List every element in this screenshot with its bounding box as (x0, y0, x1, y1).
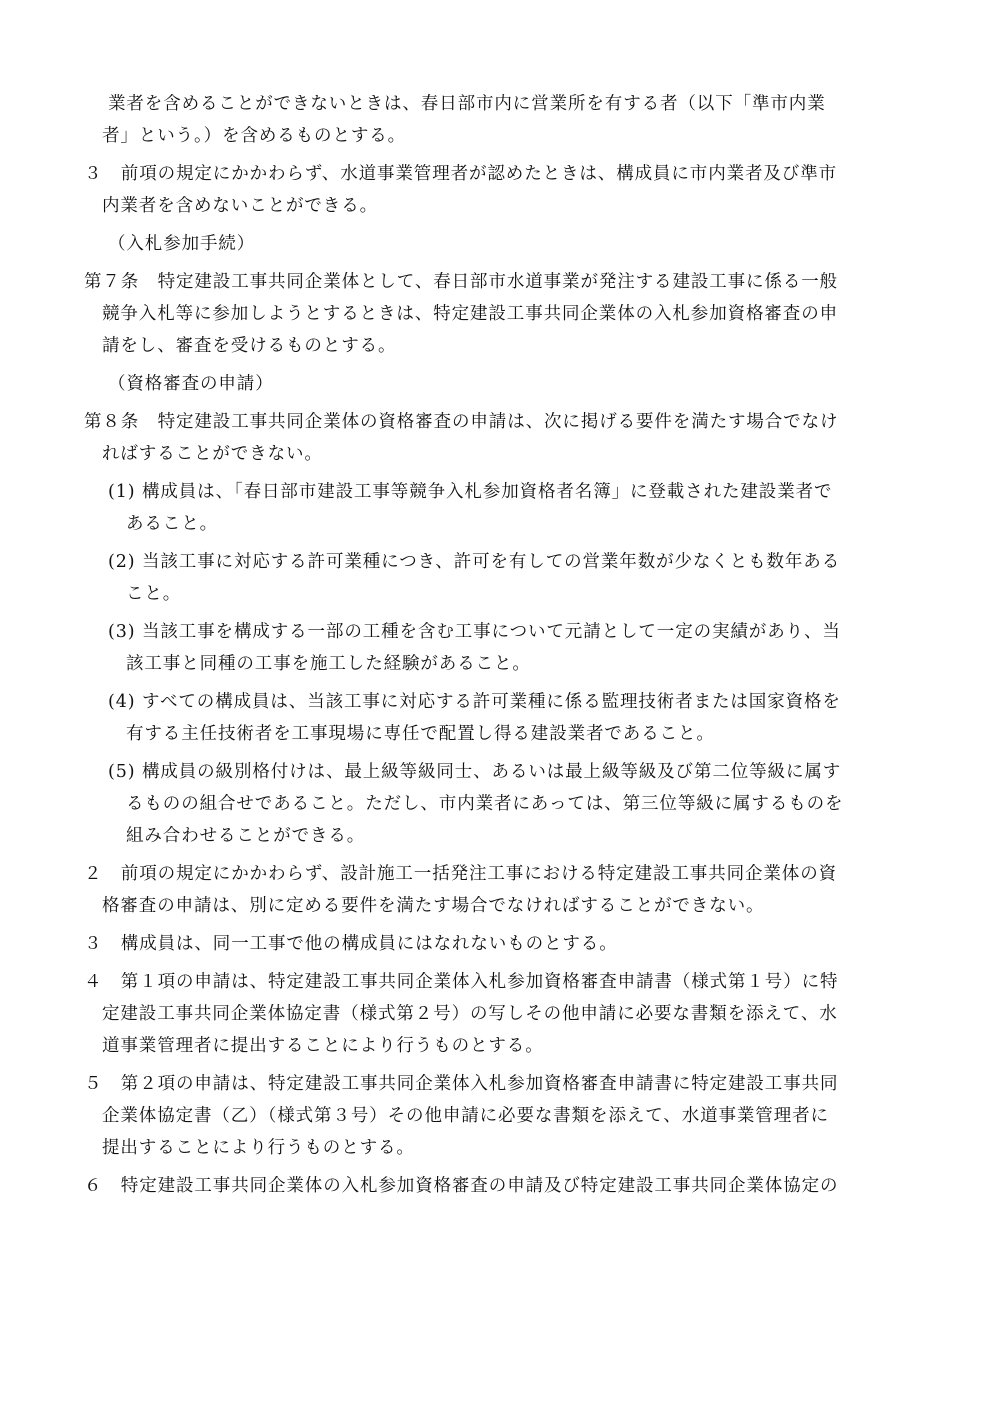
paragraph (84, 756, 916, 852)
paragraph (84, 406, 916, 470)
paragraph (84, 228, 916, 260)
text-line: ２ 前項の規定にかかわらず、設計施工一括発注工事における特定建設工事共同企業体の資 (84, 864, 837, 884)
paragraph (84, 368, 916, 400)
text-line: るものの組合せであること。ただし、市内業者にあっては、第三位等級に属するものを (126, 794, 844, 814)
paragraph (84, 686, 916, 750)
text-line: あること。 (126, 514, 218, 534)
text-line: 定建設工事共同企業体協定書（様式第２号）の写しその他申請に必要な書類を添えて、水 (102, 1004, 838, 1024)
paragraph (84, 88, 916, 152)
text-line: 組み合わせることができる。 (126, 826, 366, 846)
text-line: 競争入札等に参加しようとするときは、特定建設工事共同企業体の入札参加資格審査の申 (102, 304, 838, 324)
text-line: ３ 前項の規定にかかわらず、水道事業管理者が認めたときは、構成員に市内業者及び準市 (84, 164, 837, 184)
text-line: 格審査の申請は、別に定める要件を満たす場合でなければすることができない。 (102, 896, 765, 916)
text-line: ６ 特定建設工事共同企業体の入札参加資格審査の申請及び特定建設工事共同企業体協定の (84, 1176, 839, 1196)
paragraph (84, 158, 916, 222)
text-line: (4) すべての構成員は、当該工事に対応する許可業種に係る監理技術者または国家資格を (108, 692, 841, 712)
text-line: ４ 第１項の申請は、特定建設工事共同企業体入札参加資格審査申請書（様式第１号）に特 (84, 972, 839, 992)
text-line: 企業体協定書（乙）（様式第３号）その他申請に必要な書類を添えて、水道事業管理者に (102, 1106, 829, 1126)
text-line: 該工事と同種の工事を施工した経験があること。 (126, 654, 531, 674)
text-line: こと。 (126, 584, 182, 604)
paragraph (84, 546, 916, 610)
text-line: 者」という。）を含めるものとする。 (102, 126, 407, 146)
text-line: 有する主任技術者を工事現場に専任で配置し得る建設業者であること。 (126, 724, 715, 744)
text-line: ３ 構成員は、同一工事で他の構成員にはなれないものとする。 (84, 934, 618, 954)
paragraph (84, 928, 916, 960)
paragraph (84, 966, 916, 1062)
text-line: 業者を含めることができないときは、春日部市内に営業所を有する者（以下「準市内業 (108, 94, 826, 114)
document-body (84, 88, 916, 1208)
text-line: (2) 当該工事に対応する許可業種につき、許可を有しての営業年数が少なくとも数年ある (108, 552, 841, 572)
paragraph (84, 616, 916, 680)
text-line: 第８条 特定建設工事共同企業体の資格審査の申請は、次に掲げる要件を満たす場合でなけ (84, 412, 839, 432)
text-line: 提出することにより行うものとする。 (102, 1138, 415, 1158)
text-line: (1) 構成員は、「春日部市建設工事等競争入札参加資格者名簿」に登載された建設業者で (108, 482, 833, 502)
text-line: （資格審査の申請） (108, 374, 274, 394)
text-line: （入札参加手続） (108, 234, 256, 254)
text-line: ５ 第２項の申請は、特定建設工事共同企業体入札参加資格審査申請書に特定建設工事共同 (84, 1074, 839, 1094)
text-line: (5) 構成員の級別格付けは、最上級等級同士、あるいは最上級等級及び第二位等級に属す (108, 762, 842, 782)
text-line: (3) 当該工事を構成する一部の工種を含む工事について元請として一定の実績があり、当 (108, 622, 841, 642)
text-line: 内業者を含めないことができる。 (102, 196, 378, 216)
paragraph (84, 1068, 916, 1164)
text-line: 請をし、審査を受けるものとする。 (102, 336, 397, 356)
paragraph (84, 858, 916, 922)
text-line: 道事業管理者に提出することにより行うものとする。 (102, 1036, 544, 1056)
paragraph (84, 476, 916, 540)
paragraph (84, 1170, 916, 1202)
text-line: ればすることができない。 (102, 444, 323, 464)
text-line: 第７条 特定建設工事共同企業体として、春日部市水道事業が発注する建設工事に係る一般 (84, 272, 839, 292)
paragraph (84, 266, 916, 362)
